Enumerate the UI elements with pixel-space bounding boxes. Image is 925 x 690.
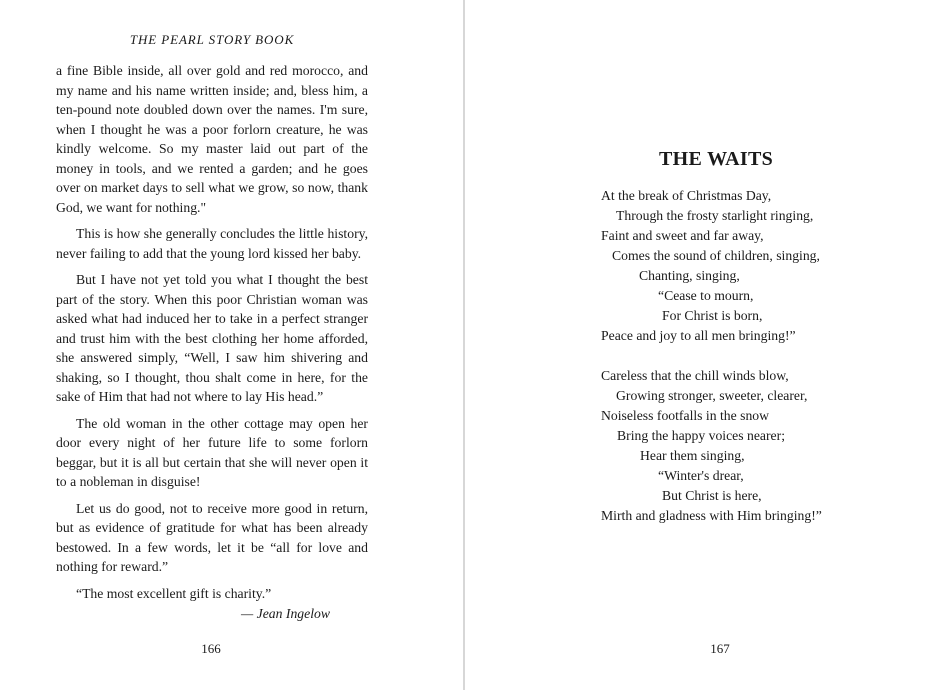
paragraph: But I have not yet told you what I thought the best part of the story. When this poor Christian woman was asked what had induced her to take in a perfect stranger and trust him with the best clothing her home afforded, she answered simply, “Well, I saw him shivering and shaking, so I thought, thou shalt come in here, for the sake of Him that had not where to lay His head.” <box>56 272 368 404</box>
poem-title: THE WAITS <box>659 148 774 170</box>
poem <box>601 186 921 546</box>
right-page <box>465 0 925 690</box>
poem-line: Faint and sweet and far away, <box>601 228 764 243</box>
poem-line: Hear them singing, <box>640 448 745 463</box>
poem-line: Peace and joy to all men bringing!” <box>601 328 796 343</box>
paragraph: This is how she generally concludes the little history, never failing to add that the young lord kissed her baby. <box>56 226 368 261</box>
poem-line: Mirth and gladness with Him bringing!” <box>601 508 822 523</box>
poem-line: At the break of Christmas Day, <box>601 188 772 203</box>
stanza-2 <box>601 366 921 526</box>
running-head: THE PEARL STORY BOOK <box>129 32 295 47</box>
poem-line: Through the frosty starlight ringing, <box>616 208 814 223</box>
paragraph: a fine Bible inside, all over gold and red morocco, and my name and his name written inside; and, bless him, a ten-pound note doubled down over the names. I'm sure, when I thought he was a poor forlorn creature, he was kindly welcome. So my master laid out part of the money in tools, and we rented a garden; and he goes over on market days to sell what we grow, so now, thank God, we want for nothing." <box>56 63 368 215</box>
prose-body <box>56 61 368 624</box>
poem-line: “Cease to mourn, <box>658 288 754 303</box>
poem-line: “Winter's drear, <box>658 468 744 483</box>
poem-line: Growing stronger, sweeter, clearer, <box>616 388 808 403</box>
poem-line: Noiseless footfalls in the snow <box>601 408 770 423</box>
poem-line: For Christ is born, <box>662 308 763 323</box>
quotation: “The most excellent gift is charity.” <box>76 585 272 601</box>
poem-line: But Christ is here, <box>662 488 762 503</box>
stanza-1 <box>601 186 921 346</box>
poem-line: Comes the sound of children, singing, <box>612 248 820 263</box>
paragraph: The old woman in the other cottage may open her door every night of her future life to some forlorn beggar, but it is all but certain that she will never open it to a nobleman in disguise! <box>56 415 368 489</box>
poem-line: Careless that the chill winds blow, <box>601 368 789 383</box>
page-number-left: 166 <box>201 641 221 656</box>
poem-line: Chanting, singing, <box>639 268 740 283</box>
poem-line: Bring the happy voices nearer; <box>617 428 785 443</box>
attribution: — Jean Ingelow <box>241 606 330 621</box>
paragraph: Let us do good, not to receive more good in return, but as evidence of gratitude for what has been already bestowed. In a few words, let it be “all for love and nothing for reward.” <box>56 500 368 574</box>
page-number-right: 167 <box>710 641 730 656</box>
